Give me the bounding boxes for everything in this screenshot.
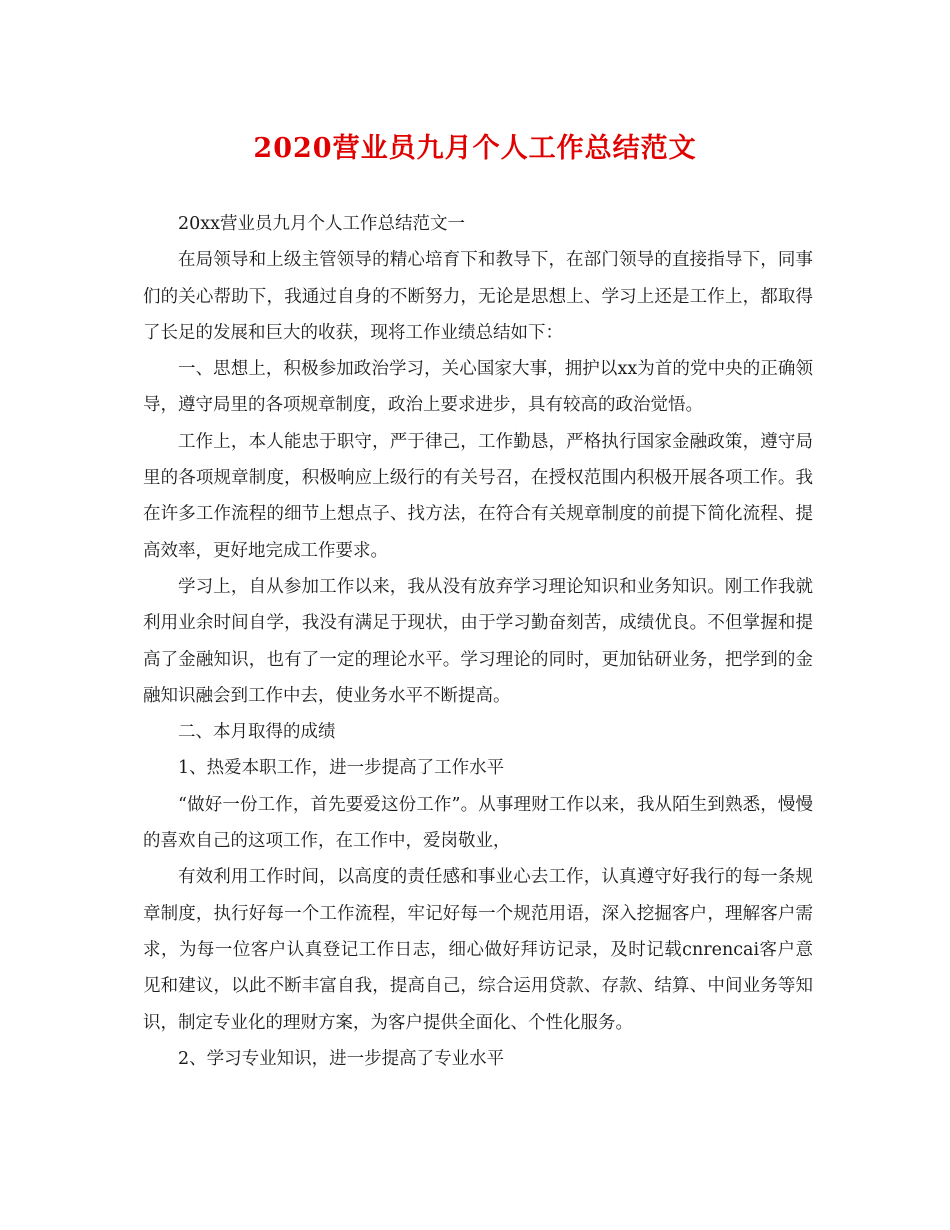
section-heading-achievements: 二、本月取得的成绩 xyxy=(178,722,336,743)
paragraph-intro-heading: 20xx营业员九月个人工作总结范文一 xyxy=(178,214,466,234)
paragraph-study: 学习上，自从参加工作以来，我从没有放弃学习理论知识和业务知识。刚工作我就利用业余时间自学，我没有满足于现状，由于学习勤奋刻苦，成绩优良。不但掌握和提高了金融知识，也有了一定的理论水平。学习理论的同时，更加钻研业务，把学到的金融知识融会到工作中去，使业务水平不断提高。 xyxy=(143,576,813,706)
document-title: 2020营业员九月个人工作总结范文 xyxy=(253,133,697,164)
document-body xyxy=(143,206,813,1077)
paragraph-ideology: 一、思想上，积极参加政治学习，关心国家大事，拥护以xx为首的党中央的正确领导，遵守局里的各项规章制度，政治上要求进步，具有较高的政治觉悟。 xyxy=(143,359,813,416)
subheading-love-work: 1、热爱本职工作，进一步提高了工作水平 xyxy=(178,758,505,779)
subheading-professional-study: 2、学习专业知识，进一步提高了专业水平 xyxy=(178,1048,505,1069)
paragraph-work: 工作上，本人能忠于职守，严于律己，工作勤恳，严格执行国家金融政策，遵守局里的各项规章制度，积极响应上级行的有关号召，在授权范围内积极开展各项工作。我在许多工作流程的细节上想点子、找方法，在符合有关规章制度的前提下简化流程、提高效率，更好地完成工作要求。 xyxy=(143,431,813,561)
paragraph-love-work: “做好一份工作，首先要爱这份工作”。从事理财工作以来，我从陌生到熟悉，慢慢的喜欢自己的这项工作，在工作中，爱岗敬业， xyxy=(143,794,813,852)
paragraph-efficiency: 有效利用工作时间，以高度的责任感和事业心去工作，认真遵守好我行的每一条规章制度，执行好每一个工作流程，牢记好每一个规范用语，深入挖掘客户，理解客户需求，为每一位客户认真登记工作日志，细心做好拜访记录，及时记载cnrencai客户意见和建议，以此不断丰富自我，提高自己，综合运用贷款、存款、结算、中间业务等知识，制定专业化的理财方案，为客户提供全面化、个性化服务。 xyxy=(143,867,813,1033)
paragraph-opening: 在局领导和上级主管领导的精心培育下和教导下，在部门领导的直接指导下，同事们的关心帮助下，我通过自身的不断努力，无论是思想上、学习上还是工作上，都取得了长足的发展和巨大的收获，现将工作业绩总结如下： xyxy=(143,250,813,343)
